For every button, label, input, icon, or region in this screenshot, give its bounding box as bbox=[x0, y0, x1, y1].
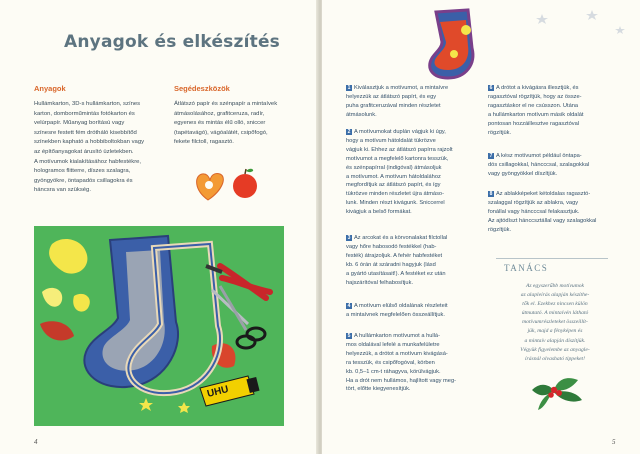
right-page bbox=[322, 0, 640, 454]
step-line: ragasztóval rögzítjük, hogy az össze- bbox=[488, 93, 582, 100]
glue-brand-label: UHU bbox=[206, 383, 230, 400]
step-line: vagy hőre habosodó festékkel (hab- bbox=[346, 243, 437, 250]
step-line: átmásolunk. bbox=[346, 111, 377, 118]
materials-line: hologramos flitterre, díszes szalagra, bbox=[34, 168, 131, 175]
step-line: Az ajtódíszt hánccsztállal vagy szalagokkal bbox=[488, 217, 597, 224]
step-line: A kész motívumot például öntapa- bbox=[496, 153, 582, 159]
tips-line: motívumrészleteket összeillít- bbox=[522, 319, 588, 326]
step-line: megfordítjuk az átlátszó papírt, és így bbox=[346, 182, 441, 189]
step-line: Ha a drót nem hullámos, hajlított vagy meg- bbox=[346, 377, 457, 384]
materials-line: háncsra van szükség. bbox=[34, 187, 91, 194]
materials-line: színesre festett fém drótháló kisebbítőd bbox=[34, 129, 137, 136]
tools-text bbox=[174, 100, 306, 148]
bow-icon bbox=[461, 25, 471, 35]
step-line: dós csillagokkal, háncccsal, szalagokkal bbox=[488, 161, 590, 168]
step-number: 7 bbox=[489, 153, 493, 159]
step-line: ra tesszük, és csipőfogóval, körben bbox=[346, 359, 435, 366]
faded-pattern-decoration bbox=[522, 4, 632, 44]
step-line: A motívum elülső oldalának részleteit bbox=[354, 303, 448, 309]
step-4 bbox=[346, 302, 486, 320]
ornament-icon bbox=[450, 50, 458, 58]
tools-line: átmásolásához, grafitceruza, radír, bbox=[174, 110, 265, 117]
step-5 bbox=[346, 332, 486, 394]
step-number: 3 bbox=[347, 235, 351, 241]
step-line: a hullámkarton motívum másik oldalát bbox=[488, 111, 584, 118]
step-line: A drótot a kivágásra illesztjük, és bbox=[496, 85, 579, 91]
tips-line: Végyük figyelembe az anyagle- bbox=[520, 346, 590, 353]
stocking-illustration bbox=[426, 8, 488, 82]
red-apple-icon bbox=[233, 169, 257, 198]
step-line: a mintaívnek megfelelően összeállítjuk. bbox=[346, 311, 445, 318]
materials-text bbox=[34, 100, 166, 196]
step-line: Kiválasztjuk a motívumot, a mintaívre bbox=[354, 85, 449, 91]
tips-line: Az egyszerűbb motívumok bbox=[525, 283, 585, 289]
tips-line: tők el. Ezekhez nincsen külön bbox=[522, 301, 588, 308]
step-line: a motívumot. A motívum hátoldalához bbox=[346, 173, 441, 180]
tools-line: Átlátszó papír és szénpapír a mintaívek bbox=[174, 101, 278, 107]
step-line: és szénpapírral (indigóval) átmásoljuk bbox=[346, 164, 442, 171]
step-number: 2 bbox=[347, 129, 351, 135]
step-line: helyezzük az átlátszó papírt, és egy bbox=[346, 93, 437, 100]
step-line: motívumot a megfelelő kartonra tesszük, bbox=[346, 155, 449, 162]
holly-icon bbox=[528, 370, 586, 414]
tools-line: egyenes és mintás élű olló, sniccer bbox=[174, 120, 266, 127]
step-line: szalaggal rögzítjük az ablakra, vagy bbox=[488, 199, 579, 206]
tips-text bbox=[492, 282, 618, 364]
step-line: kivágjuk a belső formákat. bbox=[346, 209, 412, 216]
page-title: Anyagok és elkészítés bbox=[64, 32, 281, 52]
tips-heading: TANÁCS bbox=[504, 263, 549, 273]
step-number: 5 bbox=[347, 333, 351, 339]
tips-line: útmutató. A mintaívén látható bbox=[521, 310, 589, 317]
tools-heading: Segédeszközök bbox=[174, 84, 230, 93]
step-number: 1 bbox=[347, 85, 351, 91]
step-line: lunk. Minden részt kivágunk. Sniccerrel bbox=[346, 200, 445, 207]
materials-heading: Anyagok bbox=[34, 84, 66, 93]
step-line: vágjuk ki. Ehhez az átlátszó papírra rajzolt bbox=[346, 146, 453, 153]
materials-line: karton, domborműmintás fotókarton és bbox=[34, 110, 135, 117]
materials-line: gyöngyökre, öntapadós csillagokra és bbox=[34, 177, 133, 184]
page-number-left: 4 bbox=[34, 438, 38, 446]
step-2 bbox=[346, 128, 486, 217]
step-line: tört, előtte kiegyenesítjük. bbox=[346, 386, 411, 393]
craft-scene-illustration bbox=[34, 226, 284, 426]
orange-heart-icon bbox=[197, 173, 224, 200]
heart-and-apple-illustration bbox=[190, 162, 266, 208]
step-line: kb. 0,5–1 cm-t ráhagyva, körülvágjuk. bbox=[346, 368, 441, 375]
step-line: Az arcokat és a körvonalakat filctollal bbox=[354, 235, 448, 241]
step-6 bbox=[488, 84, 628, 137]
step-line: A motívumokat duplán vágjuk ki úgy, bbox=[354, 129, 446, 135]
step-number: 4 bbox=[347, 303, 351, 309]
tools-line: fekete filctoll, ragasztó. bbox=[174, 139, 234, 146]
step-line: festék) átrajzoljuk. A fehér habfestéket bbox=[346, 252, 443, 259]
materials-line: A motívumok kialakításához habfestékre, bbox=[34, 158, 142, 165]
step-line: rögzítjük. bbox=[488, 129, 512, 136]
step-line: pontosan hozzáillesztve ragasztóval bbox=[488, 120, 580, 127]
step-1 bbox=[346, 84, 486, 120]
tools-line: (tapétavágó), vágóalátét, csipőfogó, bbox=[174, 129, 268, 136]
materials-line: színekben kapható a hobbiboltokban vagy bbox=[34, 139, 145, 146]
step-line: fonállal vagy háncccsal felakasztjuk. bbox=[488, 208, 580, 215]
step-7 bbox=[488, 152, 628, 179]
step-line: hajszárítóval felhabosítjuk. bbox=[346, 279, 414, 286]
step-line: a gyártó utasításait!). A festéket ez után bbox=[346, 270, 446, 277]
step-number: 6 bbox=[489, 85, 493, 91]
step-line: ragasztáskor el ne csússzon. Utána bbox=[488, 102, 579, 109]
tips-line: az alapleírás alapján készíthe- bbox=[520, 292, 590, 299]
step-line: mos oldalával lefelé a munkafelületre bbox=[346, 341, 440, 348]
tips-top-rule bbox=[496, 258, 608, 259]
materials-line: Hullámkarton, 3D-s hullámkarton, színes bbox=[34, 101, 141, 107]
step-line: tükrözve minden részletet újra átmáso- bbox=[346, 191, 444, 198]
materials-line: az építőanyagokat árusító üzletekben. bbox=[34, 148, 134, 155]
step-line: helyezzük, a drótot a motívum kivágásá- bbox=[346, 350, 448, 357]
step-line: puha grafitceruzával minden részletet bbox=[346, 102, 441, 109]
step-line: hogy a motívum hátoldalát tükrözve bbox=[346, 137, 436, 144]
step-line: Az ablakképeket kétoldalas ragasztó- bbox=[496, 191, 591, 197]
step-3 bbox=[346, 234, 486, 287]
page-number-right: 5 bbox=[612, 438, 616, 446]
step-line: A hullámkarton motívumot a hullá- bbox=[354, 333, 440, 339]
step-line: vagy gyöngyökkel díszítjük. bbox=[488, 170, 558, 177]
step-line: rögzítjük. bbox=[488, 226, 512, 233]
tips-line: a mintaív alapján díszítjük. bbox=[524, 337, 586, 344]
step-number: 8 bbox=[489, 191, 493, 197]
tips-line: jük, majd a fényképen és bbox=[527, 328, 583, 335]
step-line: kb. 6 órán át száradni hagyjuk (lásd bbox=[346, 261, 436, 268]
step-8 bbox=[488, 190, 628, 235]
craft-materials-photo bbox=[34, 226, 284, 426]
left-page bbox=[0, 0, 318, 454]
materials-line: velúrpapír. Műanyag borítású vagy bbox=[34, 120, 125, 127]
tips-line: írásnál olvasható tippeket! bbox=[525, 355, 585, 362]
